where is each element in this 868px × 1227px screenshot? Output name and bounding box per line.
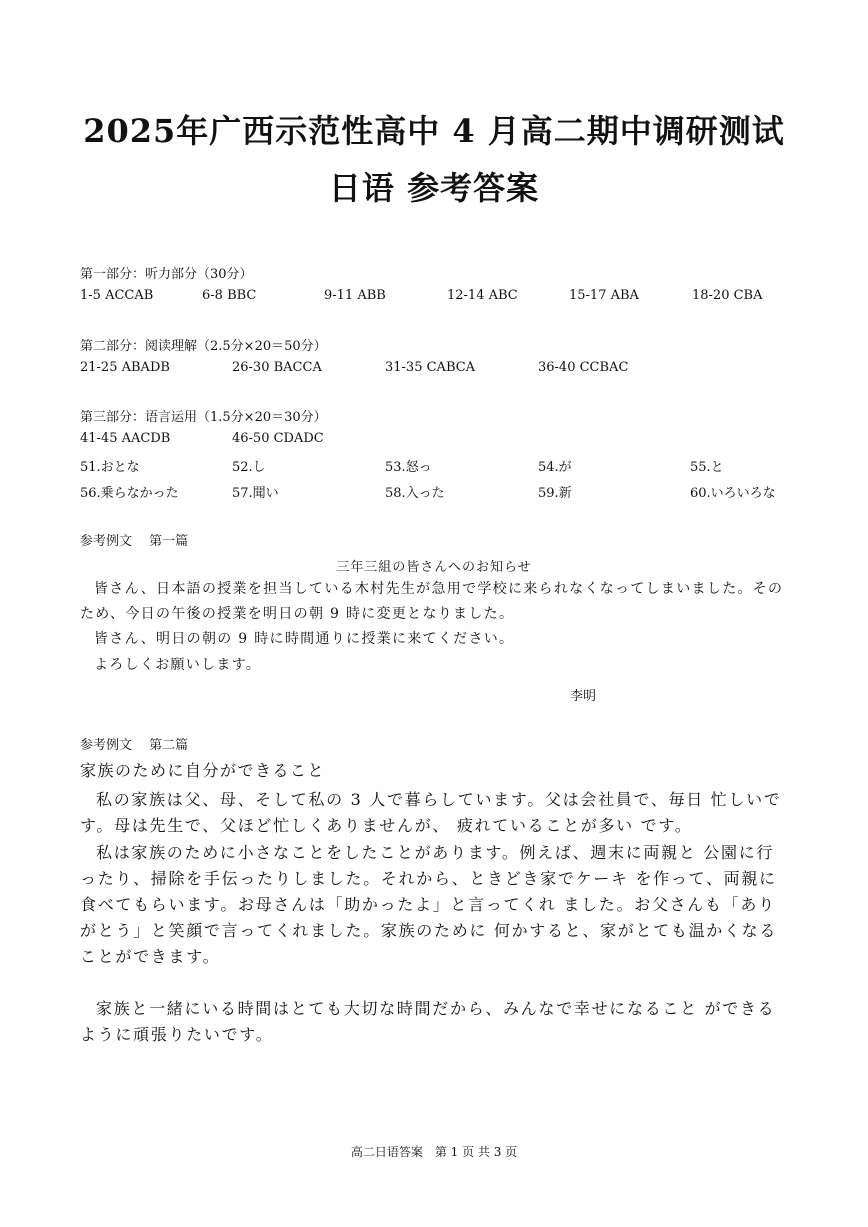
answer-item: 56.乗らなかった	[80, 486, 179, 501]
answer-item: 41-45 AACDB	[80, 431, 171, 446]
answer-item: 1-5 ACCAB	[80, 288, 154, 303]
essay2-paragraph: 私は家族のために小さなことをしたことがあります。例えば、週末に両親と 公園に行ったり、掃除を手伝ったりしました。それから、ときどき家でケーキ を作って、両親に食べてもらいます。お母さんは「助かったよ」と言ってくれ ました。お父さんも「ありがとう」と笑顔で言ってくれました。家族のために 何かすると、家がとても温かくなることができます。	[80, 843, 778, 966]
essay1-signature: 李明	[570, 689, 597, 704]
answer-item: 59.新	[538, 486, 572, 501]
answer-item: 12-14 ABC	[447, 288, 518, 303]
answer-item: 60.いろいろな	[690, 486, 776, 501]
essay2-label: 参考例文 第二篇	[80, 738, 189, 753]
essay2-paragraph: 家族と一緒にいる時間はとても大切な時間だから、みんなで幸せになること ができるように頑張りたいです。	[80, 999, 776, 1044]
answer-item: 36-40 CCBAC	[538, 360, 629, 375]
document-subtitle: 日语 参考答案	[328, 169, 540, 207]
document-title: 2025年广西示范性高中 4 月高二期中调研测试	[83, 112, 785, 150]
answer-item: 57.聞い	[232, 486, 279, 501]
answer-item: 54.が	[538, 460, 572, 475]
part3-fill-row-2	[80, 482, 800, 502]
answer-item: 15-17 ABA	[569, 288, 639, 303]
essay1-paragraph: 皆さん、明日の朝の 9 時に時間通りに授業に来てください。	[94, 631, 515, 647]
essay1-paragraph: 皆さん、日本語の授業を担当している木村先生が急用で学校に来られなくなってしまいました。そのため、今日の午後の授業を明日の朝 9 時に変更となりました。	[80, 581, 784, 622]
answer-item: 52.し	[232, 460, 266, 475]
part3-mc-row	[80, 431, 800, 451]
answer-item: 9-11 ABB	[324, 288, 386, 303]
page-footer: 高二日语答案 第 1 页 共 3 页	[350, 1145, 518, 1159]
answer-item: 21-25 ABADB	[80, 360, 170, 375]
part1-heading: 第一部分：听力部分（30分）	[80, 267, 253, 282]
answer-item: 53.怒っ	[385, 460, 432, 475]
answer-item: 18-20 CBA	[692, 288, 763, 303]
answer-item: 58.入った	[385, 486, 445, 501]
answer-item: 31-35 CABCA	[385, 360, 476, 375]
part3-fill-row-1	[80, 456, 800, 476]
answer-item: 6-8 BBC	[202, 288, 257, 303]
answer-item: 51.おとな	[80, 460, 140, 475]
part2-heading: 第二部分：阅读理解（2.5分×20＝50分）	[80, 339, 327, 354]
part2-answer-row	[80, 360, 800, 380]
answer-item: 55.と	[690, 460, 724, 475]
essay1-title: 三年三組の皆さんへのお知らせ	[336, 560, 532, 575]
part3-heading: 第三部分：语言运用（1.5分×20＝30分）	[80, 410, 327, 425]
essay1-label: 参考例文 第一篇	[80, 534, 189, 549]
essay1-paragraph: よろしくお願いします。	[94, 657, 262, 673]
part1-answer-row	[80, 288, 800, 308]
essay2-title: 家族のために自分ができること	[80, 761, 326, 780]
essay2-paragraph: 私の家族は父、母、そして私の 3 人で暮らしています。父は会社員で、毎日 忙しいです。母は先生で、父ほど忙しくありませんが、 疲れていることが多い です。	[80, 790, 782, 835]
answer-item: 26-30 BACCA	[232, 360, 322, 375]
answer-item: 46-50 CDADC	[232, 431, 324, 446]
